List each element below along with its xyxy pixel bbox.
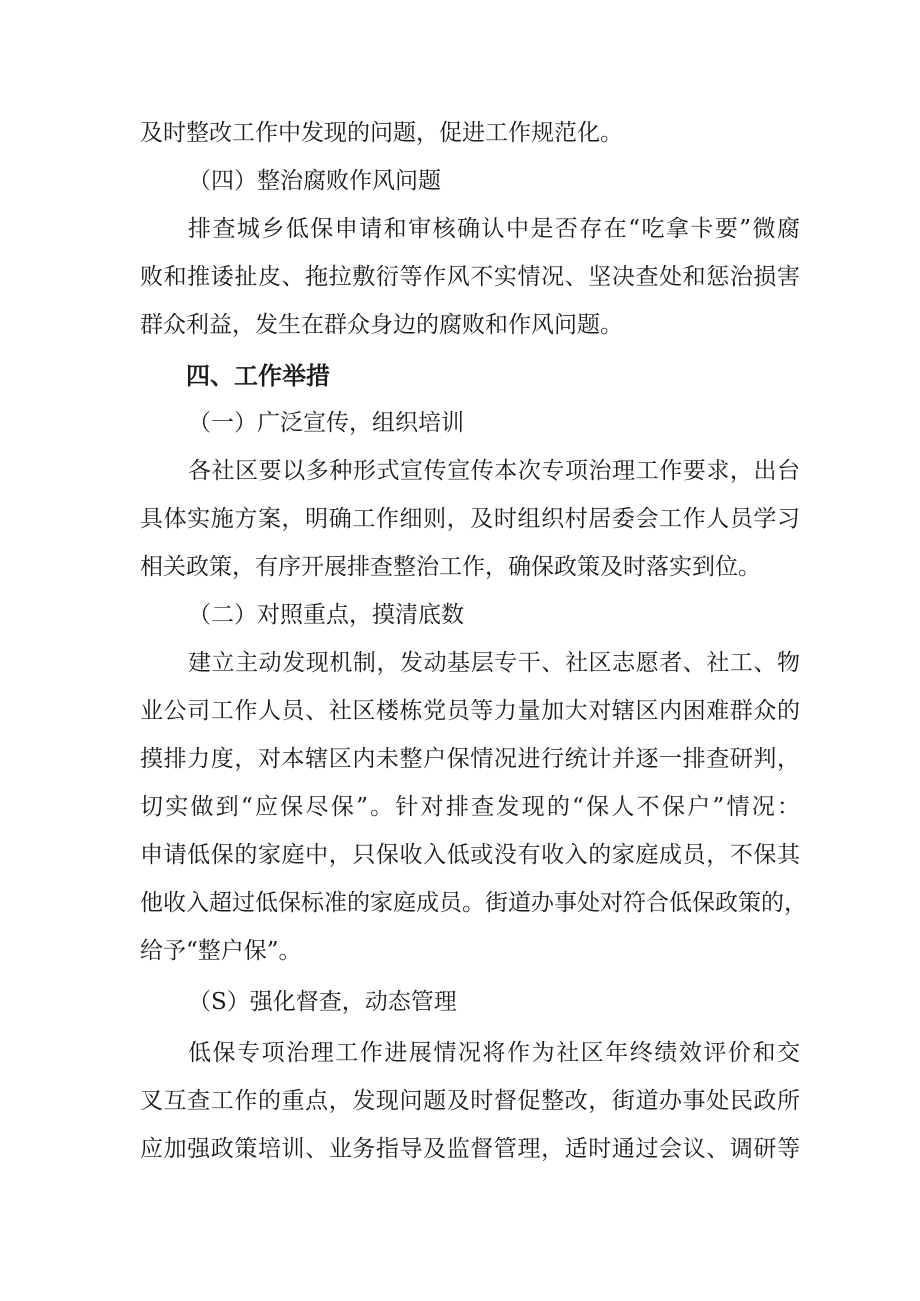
body-line: 叉互查工作的重点，发现问题及时督促整改，街道办事处民政所 (140, 1088, 800, 1114)
body-line: 具体实施方案，明确工作细则，及时组织村居委会工作人员学习 (140, 506, 800, 532)
body-line: 败和推诿扯皮、拖拉敷衍等作风不实情况、坚决查处和惩治损害 (140, 264, 800, 290)
body-line: 相关政策，有序开展排查整治工作，确保政策及时落实到位。 (140, 554, 761, 580)
body-line: 及时整改工作中发现的问题，促进工作规范化。 (140, 120, 623, 146)
body-line: 他收入超过低保标准的家庭成员。街道办事处对符合低保政策的， (140, 890, 807, 916)
section-heading-work-measures: 四、工作举措 (186, 362, 330, 390)
body-line: 摸排力度，对本辖区内未整户保情况进行统计并逐一排查研判， (140, 746, 800, 772)
body-line: 应加强政策培训、业务指导及监督管理，适时通过会议、调研等 (140, 1136, 800, 1162)
body-line: 给予“整户保”。 (140, 938, 302, 964)
body-line: 业公司工作人员、社区楼栋党员等力量加大对辖区内困难群众的 (140, 698, 800, 724)
body-line: 切实做到“应保尽保”。针对排查发现的“保人不保户”情况： (140, 794, 800, 820)
body-line: 申请低保的家庭中，只保收入低或没有收入的家庭成员，不保其 (140, 842, 800, 868)
paragraph-first-line: 排查城乡低保申请和审核确认中是否存在“吃拿卡要”微腐 (188, 216, 800, 242)
body-line: 群众利益，发生在群众身边的腐败和作风问题。 (140, 312, 623, 338)
subheading-publicity-training: （一）广泛宣传，组织培训 (188, 410, 464, 436)
paragraph-first-line: 各社区要以多种形式宣传宣传本次专项治理工作要求，出台 (188, 458, 800, 484)
subheading-supervision: （S）强化督查，动态管理 (188, 989, 457, 1015)
subheading-key-points: （二）对照重点，摸清底数 (188, 602, 464, 628)
subheading-rectify-corruption: （四）整治腐败作风问题 (188, 168, 441, 194)
paragraph-first-line: 建立主动发现机制，发动基层专干、社区志愿者、社工、物 (188, 650, 800, 676)
paragraph-first-line: 低保专项治理工作进展情况将作为社区年终绩效评价和交 (188, 1040, 800, 1066)
